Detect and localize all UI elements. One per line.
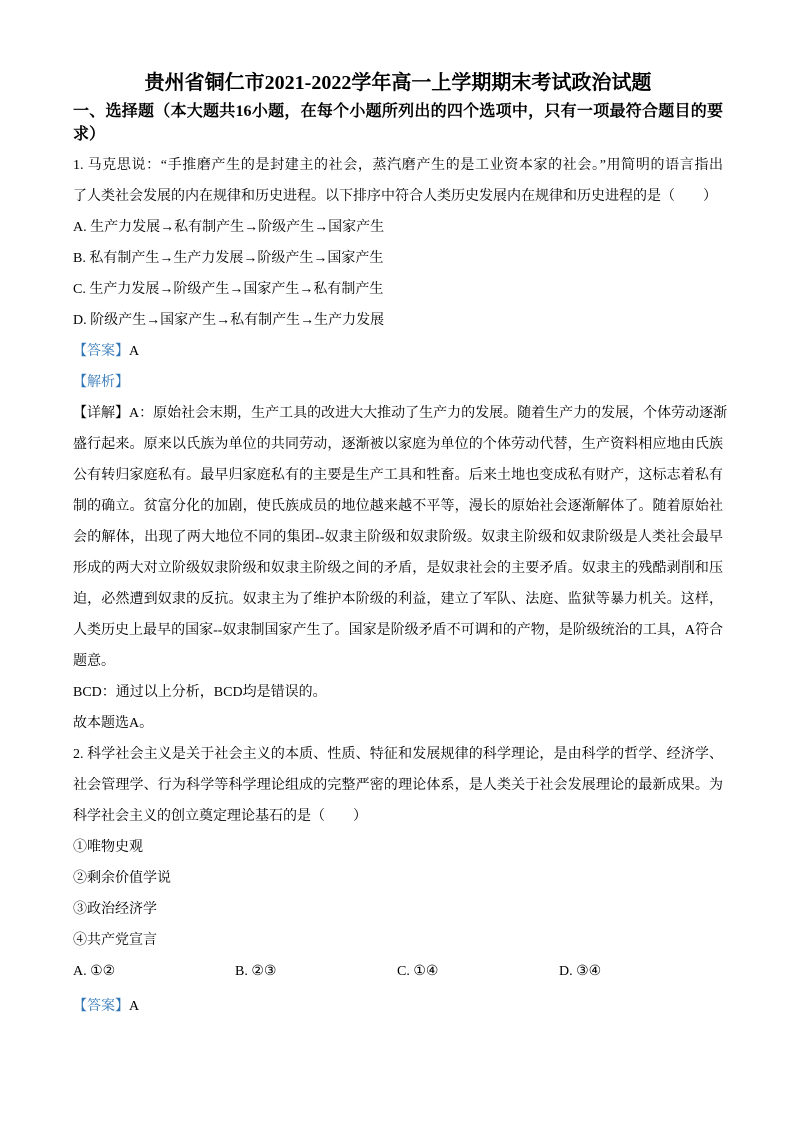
options-row [73,956,723,987]
document-page [73,66,728,1022]
detail-line: 盛行起来。原来以氏族为单位的共同劳动，逐渐被以家庭为单位的个体劳动代替，生产资料相应地由氏族 [73,437,723,452]
question-stem-line: 社会管理学、行为科学等科学理论组成的完整严密的理论体系，是人类关于社会发展理论的最新成果。为 [73,778,723,793]
section-heading-line: 一、选择题（本大题共16小题，在每个小题所列出的四个选项中，只有一项最符合题目的要 [73,103,723,120]
detail-line: 题意。 [73,654,115,669]
section-heading [73,100,723,146]
option-b: B. ②③ [235,964,277,979]
answer-label: 【答案】 [73,344,129,359]
option-a: A. ①② [73,964,116,979]
statement-1: ①唯物史观 [73,840,143,855]
page-title: 贵州省铜仁市2021-2022学年高一上学期期末考试政治试题 [144,72,652,94]
detail-line: 形成的两大对立阶级奴隶阶级和奴隶主阶级之间的矛盾，是奴隶社会的主要矛盾。奴隶主的残酷剥削和压 [73,561,723,576]
option-c: C. 生产力发展→阶级产生→国家产生→私有制产生 [73,282,384,297]
answer-value: A [129,999,140,1014]
question-2 [73,739,723,1022]
option-d: D. 阶级产生→国家产生→私有制产生→生产力发展 [73,313,385,328]
detail-line: 公有转归家庭私有。最早归家庭私有的主要是生产工具和牲畜。后来土地也变成私有财产，这标志着私有 [73,468,723,483]
option-b: B. 私有制产生→生产力发展→阶级产生→国家产生 [73,251,384,266]
section-heading-line: 求） [73,126,106,143]
detail-line: 制的确立。贫富分化的加剧，使氏族成员的地位越来越不平等，漫长的原始社会逐渐解体了。随着原始社 [73,499,723,514]
statement-4: ④共产党宣言 [73,933,157,948]
option-c: C. ①④ [397,964,439,979]
statement-3: ③政治经济学 [73,902,157,917]
question-stem-line: 1. 马克思说：“手推磨产生的是封建主的社会，蒸汽磨产生的是工业资本家的社会。”用简明的语言指出 [73,158,723,173]
option-a: A. 生产力发展→私有制产生→阶级产生→国家产生 [73,220,385,235]
answer [73,336,723,367]
analysis-label: 【解析】 [73,375,129,390]
question-stem-line: 了人类社会发展的内在规律和历史进程。以下排序中符合人类历史发展内在规律和历史进程的是（ ） [73,189,717,204]
detail-line: 迫，必然遭到奴隶的反抗。奴隶主为了维护本阶级的利益，建立了军队、法庭、监狱等暴力机关。这样， [73,592,723,607]
detail-line [73,398,728,429]
bcd-analysis: BCD：通过以上分析，BCD均是错误的。 [73,685,327,700]
answer [73,991,723,1022]
answer-label: 【答案】 [73,999,129,1014]
option-d: D. ③④ [559,964,602,979]
statement-2: ②剩余价值学说 [73,871,171,886]
detail-line: 人类历史上最早的国家--奴隶制国家产生了。国家是阶级矛盾不可调和的产物，是阶级统治的工具，A符合 [73,623,723,638]
conclusion: 故本题选A。 [73,716,154,731]
detail-label: 【详解】 [73,406,129,421]
detail-line: 会的解体，出现了两大地位不同的集团--奴隶主阶级和奴隶阶级。奴隶主阶级和奴隶阶级是人类社会最早 [73,530,723,545]
question-1 [73,150,728,739]
question-stem-line: 2. 科学社会主义是关于社会主义的本质、性质、特征和发展规律的科学理论，是由科学的哲学、经济学、 [73,747,723,762]
detail-text: A：原始社会末期，生产工具的改进大大推动了生产力的发展。随着生产力的发展，个体劳动逐渐 [129,406,728,421]
question-stem-line: 科学社会主义的创立奠定理论基石的是（ ） [73,809,367,824]
answer-value: A [129,344,140,359]
